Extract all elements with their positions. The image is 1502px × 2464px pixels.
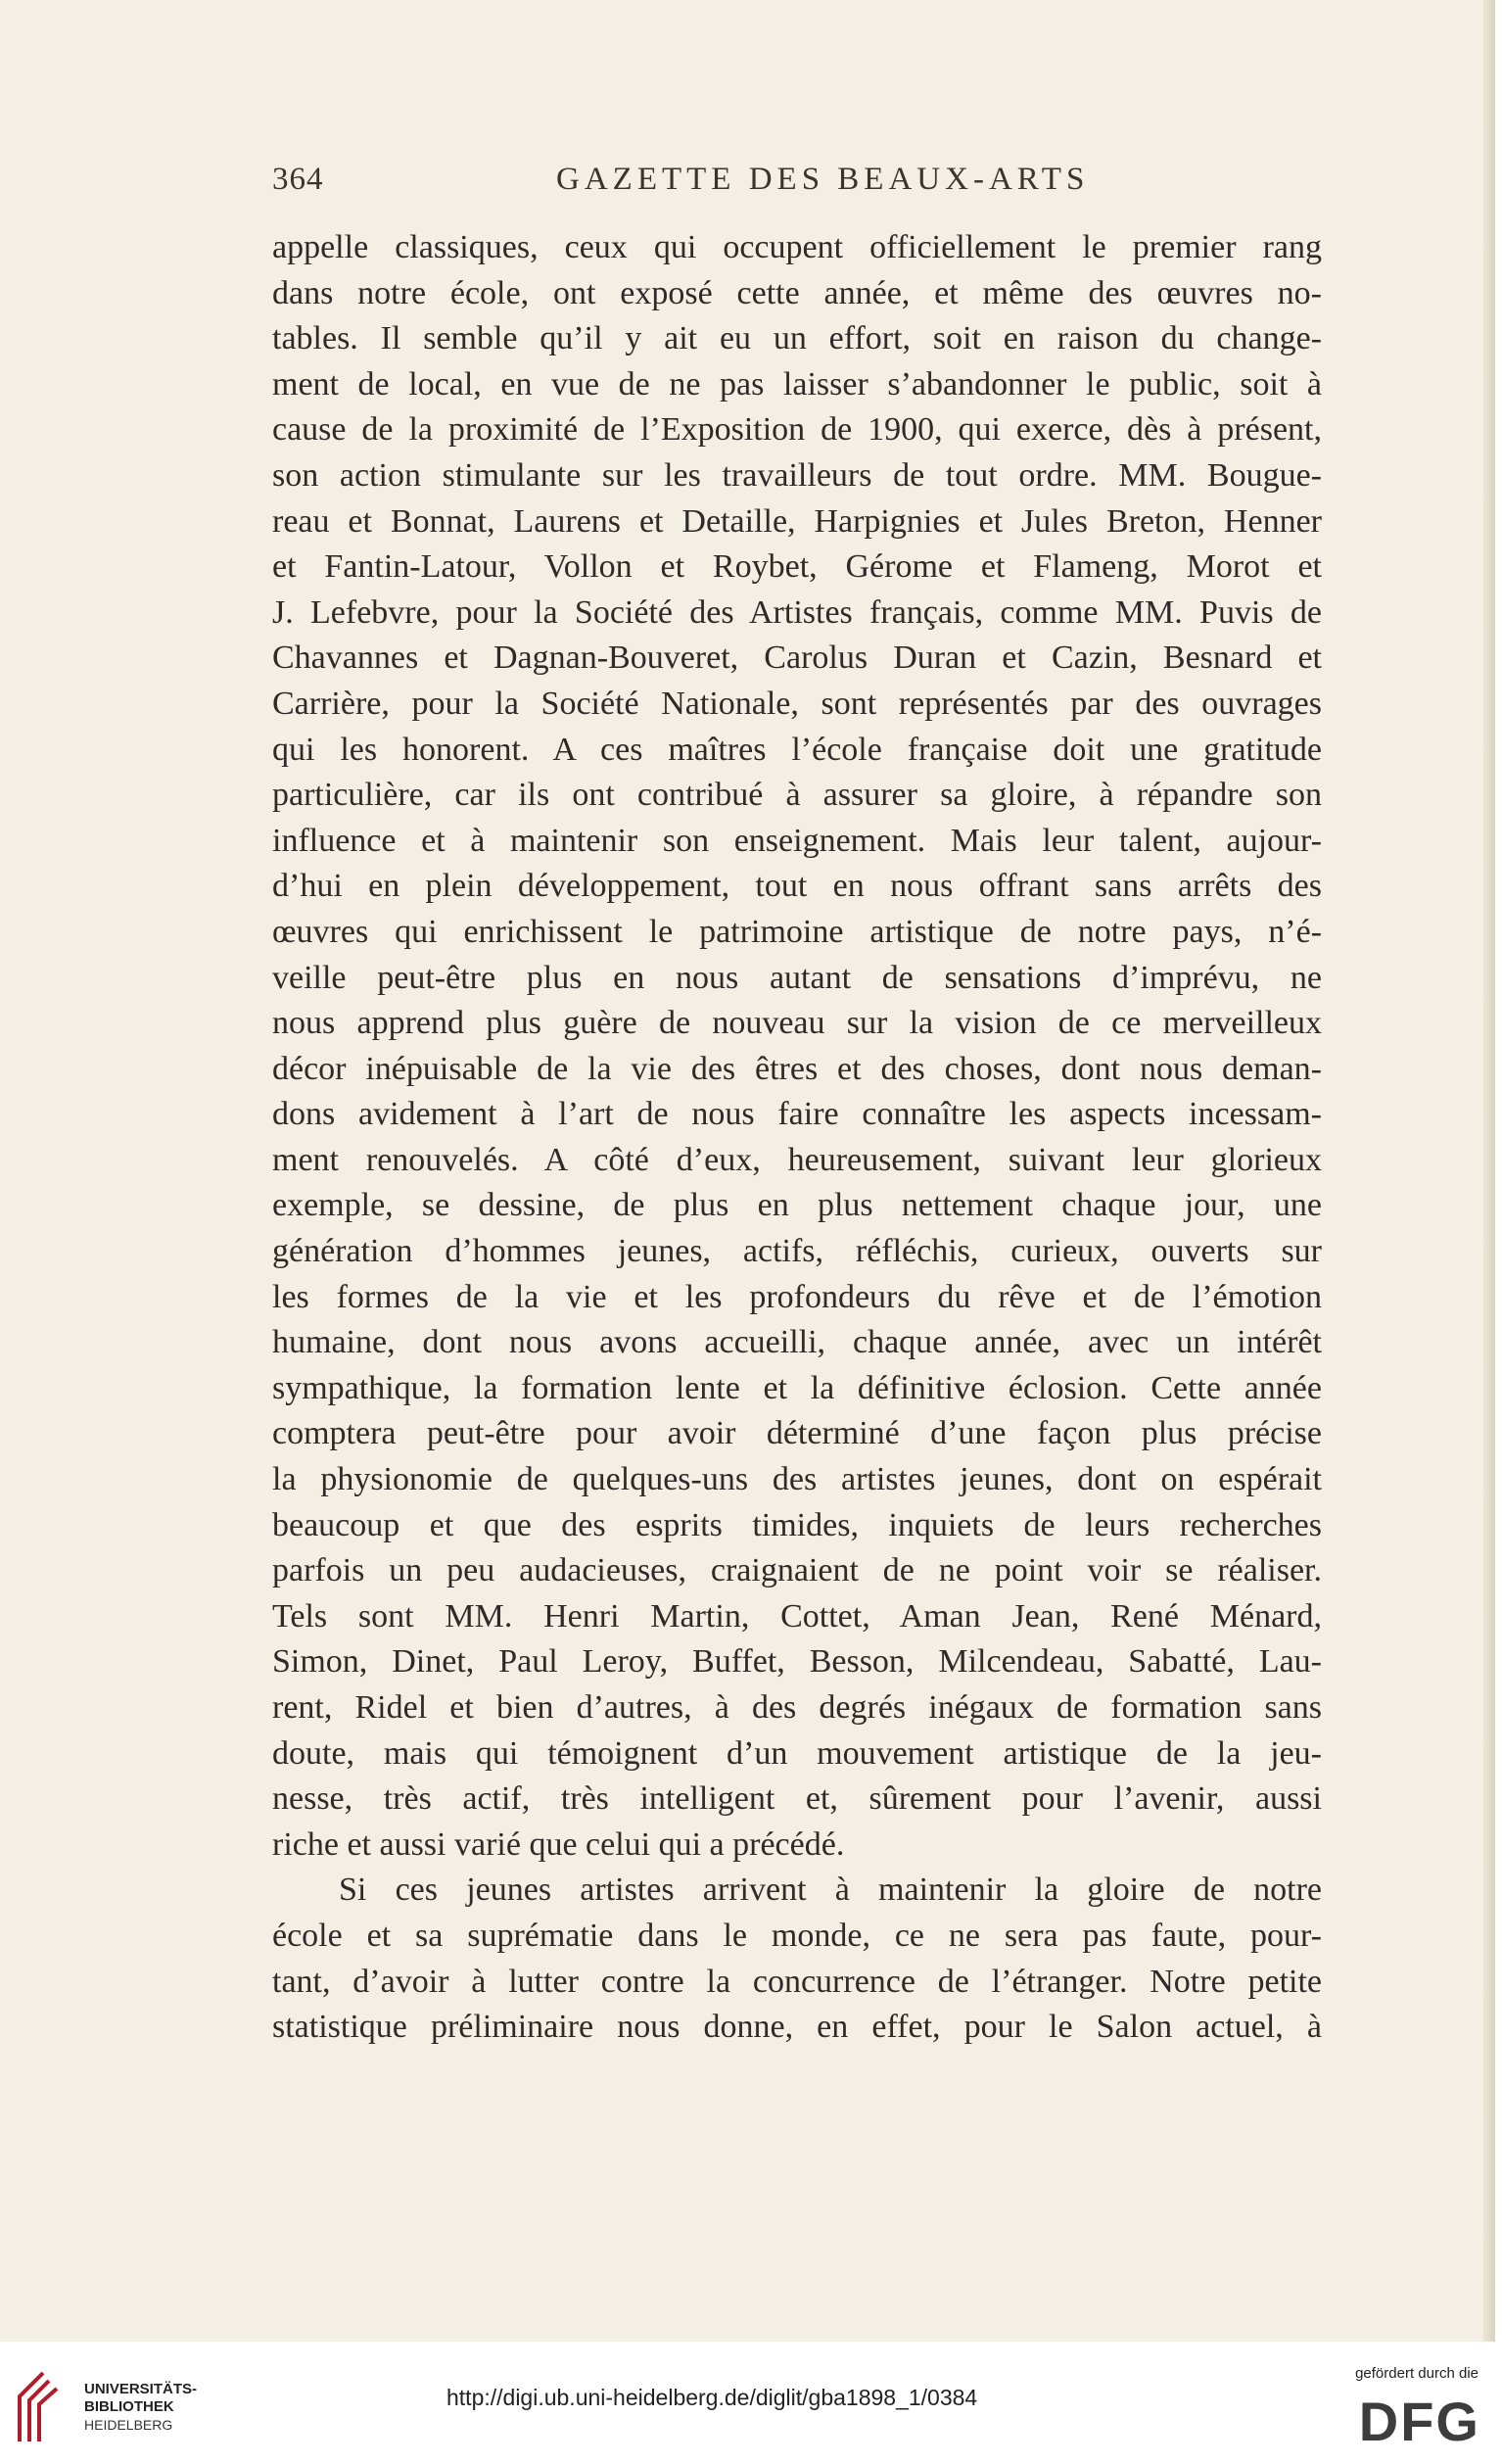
university-library-logo-icon <box>14 2363 69 2445</box>
library-city: HEIDELBERG <box>84 2417 173 2433</box>
text-line: œuvres qui enrichissent le patrimoine artistique de notre pays, n’é- <box>272 913 1322 950</box>
text-line: reau et Bonnat, Laurens et Detaille, Harpignies et Jules Breton, Henner <box>272 502 1322 540</box>
text-line: décor inépuisable de la vie des êtres et des choses, dont nous deman- <box>272 1050 1322 1087</box>
text-line: influence et à maintenir son enseignement. Mais leur talent, aujour- <box>272 822 1322 859</box>
text-line: la physionomie de quelques-uns des artistes jeunes, dont on espérait <box>272 1461 1322 1498</box>
text-line: doute, mais qui témoignent d’un mouvement artistique de la jeu- <box>272 1734 1322 1772</box>
page-header <box>272 162 1330 211</box>
digital-library-link[interactable]: http://digi.ub.uni-heidelberg.de/diglit/gba1898_1/0384 <box>446 2385 978 2410</box>
text-line: tant, d’avoir à lutter contre la concurrence de l’étranger. Notre petite <box>272 1963 1322 2000</box>
library-name-line: BIBLIOTHEK <box>84 2398 174 2415</box>
text-line: dans notre école, ont exposé cette année, et même des œuvres no- <box>272 274 1322 311</box>
text-line: dons avidement à l’art de nous faire connaître les aspects incessam- <box>272 1096 1322 1133</box>
funding-note: gefördert durch die <box>1355 2365 1479 2382</box>
text-line: ment renouvelés. A côté d’eux, heureusement, suivant leur glorieux <box>272 1141 1322 1178</box>
running-title: GAZETTE DES BEAUX-ARTS <box>556 162 1090 197</box>
text-line: parfois un peu audacieuses, craignaient de ne point voir se réaliser. <box>272 1552 1322 1589</box>
text-line: qui les honorent. A ces maîtres l’école française doit une gratitude <box>272 731 1322 768</box>
text-line: nesse, très actif, très intelligent et, sûrement pour l’avenir, aussi <box>272 1780 1322 1818</box>
text-line: Tels sont MM. Henri Martin, Cottet, Aman Jean, René Ménard, <box>272 1597 1322 1635</box>
text-line: veille peut-être plus en nous autant de sensations d’imprévu, ne <box>272 959 1322 996</box>
text-line: génération d’hommes jeunes, actifs, réfléchis, curieux, ouverts sur <box>272 1233 1322 1270</box>
text-line: appelle classiques, ceux qui occupent officiellement le premier rang <box>272 229 1322 265</box>
text-line: humaine, dont nous avons accueilli, chaque année, avec un intérêt <box>272 1324 1322 1361</box>
paragraph-last-line: riche et aussi varié que celui qui a précédé. <box>272 1825 845 1863</box>
digitization-footer <box>0 2342 1502 2464</box>
text-line: rent, Ridel et bien d’autres, à des degrés inégaux de formation sans <box>272 1689 1322 1726</box>
text-line: école et sa suprématie dans le monde, ce ne sera pas faute, pour- <box>272 1917 1322 1954</box>
text-line: particulière, car ils ont contribué à assurer sa gloire, à répandre son <box>272 777 1322 814</box>
text-line: statistique préliminaire nous donne, en effet, pour le Salon actuel, à <box>272 2009 1322 2046</box>
text-line: son action stimulante sur les travailleurs de tout ordre. MM. Bougue- <box>272 456 1322 494</box>
text-line: Simon, Dinet, Paul Leroy, Buffet, Besson, Milcendeau, Sabatté, Lau- <box>272 1643 1322 1681</box>
text-line: nous apprend plus guère de nouveau sur la vision de ce merveilleux <box>272 1005 1322 1042</box>
text-line: les formes de la vie et les profondeurs du rêve et de l’émotion <box>272 1278 1322 1315</box>
text-line: tables. Il semble qu’il y ait eu un effort, soit en raison du change- <box>272 320 1322 357</box>
library-name <box>84 2381 197 2434</box>
text-line: Carrière, pour la Société Nationale, sont représentés par des ouvrages <box>272 685 1322 722</box>
text-line: J. Lefebvre, pour la Société des Artistes français, comme MM. Puvis de <box>272 593 1322 631</box>
text-line: ment de local, en vue de ne pas laisser s’abandonner le public, soit à <box>272 365 1322 403</box>
text-line: comptera peut-être pour avoir déterminé d’une façon plus précise <box>272 1415 1322 1452</box>
library-name-line: UNIVERSITÄTS- <box>84 2381 198 2397</box>
page-number: 364 <box>272 162 324 197</box>
text-line: sympathique, la formation lente et la définitive éclosion. Cette année <box>272 1369 1322 1406</box>
article-text <box>272 225 1322 2051</box>
text-line: et Fantin-Latour, Vollon et Roybet, Gérome et Flameng, Morot et <box>272 548 1322 586</box>
text-line: beaucoup et que des esprits timides, inquiets de leurs recherches <box>272 1506 1322 1543</box>
text-line: d’hui en plein développement, tout en nous offrant sans arrêts des <box>272 868 1322 905</box>
dfg-logo: DFG <box>1358 2391 1480 2452</box>
text-line: cause de la proximité de l’Exposition de 1900, qui exerce, dès à présent, <box>272 411 1322 449</box>
text-line: exemple, se dessine, de plus en plus nettement chaque jour, une <box>272 1187 1322 1224</box>
page-edge <box>1483 0 1495 2342</box>
paragraph-first-line: Si ces jeunes artistes arrivent à maintenir la gloire de notre <box>339 1872 1322 1909</box>
text-line: Chavannes et Dagnan-Bouveret, Carolus Duran et Cazin, Besnard et <box>272 640 1322 677</box>
